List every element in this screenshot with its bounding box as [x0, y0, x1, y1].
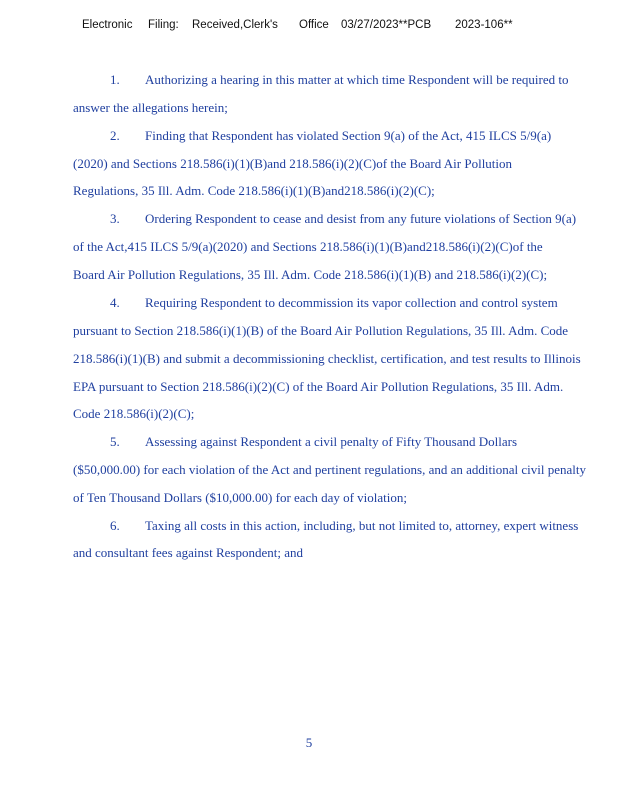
header-office: Office — [299, 19, 329, 31]
item-line: Authorizing a hearing in this matter at which time Respondent will be required to — [145, 72, 569, 87]
item-line: of Ten Thousand Dollars ($10,000.00) for each day of violation; — [73, 490, 408, 505]
header-filing: Filing: — [148, 19, 179, 31]
item-line: pursuant to Section 218.586(i)(1)(B) of the Board Air Pollution Regulations, 35 Ill. Adm. Code — [73, 323, 569, 338]
item-line: Assessing against Respondent a civil penalty of Fifty Thousand Dollars — [145, 434, 518, 449]
filing-stamp-header — [0, 19, 618, 39]
header-case-number: 2023-106** — [455, 19, 513, 31]
item-line: ($50,000.00) for each violation of the Act and pertinent regulations, and an additional civil penalty — [73, 462, 586, 477]
item-number: 1. — [110, 72, 120, 87]
item-line: Code 218.586(i)(2)(C); — [73, 406, 195, 421]
item-number: 6. — [110, 518, 120, 533]
item-line: Regulations, 35 Ill. Adm. Code 218.586(i)(1)(B)and218.586(i)(2)(C); — [73, 183, 435, 198]
item-line: Requiring Respondent to decommission its vapor collection and control system — [145, 295, 558, 310]
item-line: Taxing all costs in this action, including, but not limited to, attorney, expert witness — [145, 518, 579, 533]
item-number: 5. — [110, 434, 120, 449]
header-received: Received,Clerk's — [192, 19, 278, 31]
item-line: Ordering Respondent to cease and desist from any future violations of Section 9(a) — [145, 211, 577, 226]
item-line: EPA pursuant to Section 218.586(i)(2)(C) of the Board Air Pollution Regulations, 35 Ill. Adm. — [73, 379, 564, 394]
item-line: Board Air Pollution Regulations, 35 Ill. Adm. Code 218.586(i)(1)(B) and 218.586(i)(2)(C); — [73, 267, 548, 282]
item-line: (2020) and Sections 218.586(i)(1)(B)and 218.586(i)(2)(C)of the Board Air Pollution — [73, 156, 513, 171]
header-date: 03/27/2023**PCB — [341, 19, 432, 31]
item-line: and consultant fees against Respondent; and — [73, 545, 303, 560]
header-electronic: Electronic — [82, 19, 133, 31]
item-number: 3. — [110, 211, 120, 226]
item-line: 218.586(i)(1)(B) and submit a decommissioning checklist, certification, and test results to Illinois — [73, 351, 581, 366]
item-number: 4. — [110, 295, 120, 310]
item-number: 2. — [110, 128, 120, 143]
item-line: answer the allegations herein; — [73, 100, 228, 115]
page-number: 5 — [305, 735, 313, 750]
item-line: of the Act,415 ILCS 5/9(a)(2020) and Sections 218.586(i)(1)(B)and218.586(i)(2)(C)of the — [73, 239, 543, 254]
item-line: Finding that Respondent has violated Section 9(a) of the Act, 415 ILCS 5/9(a) — [145, 128, 552, 143]
